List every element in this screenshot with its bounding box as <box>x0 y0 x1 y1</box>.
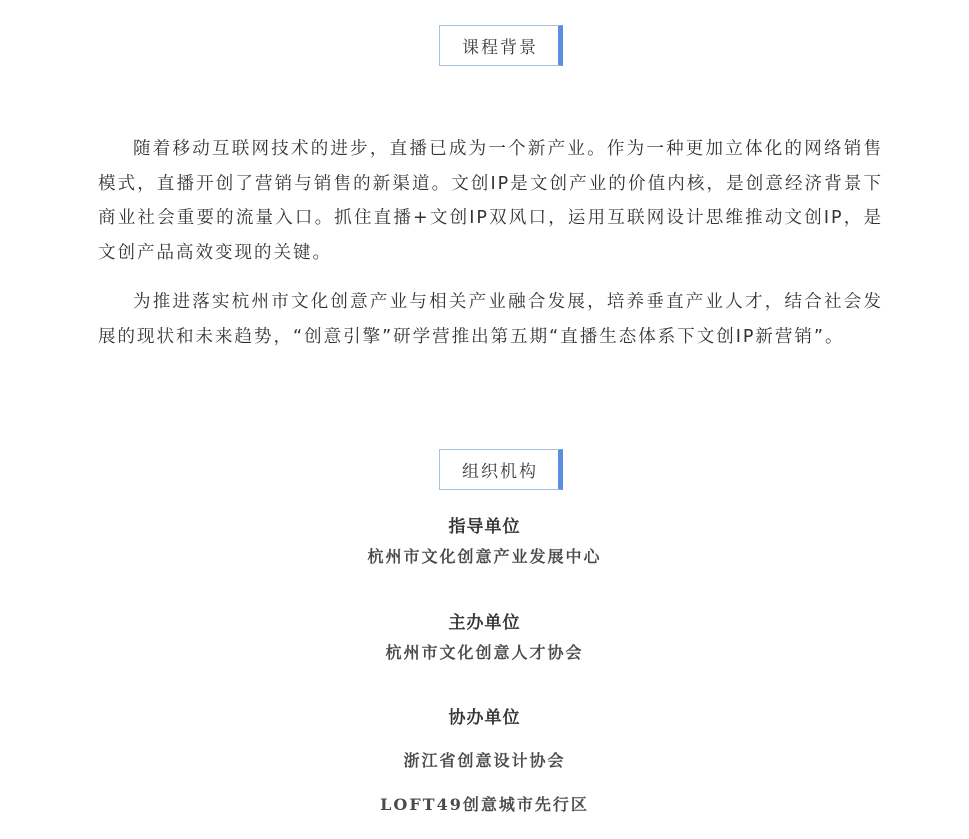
background-paragraph-1: 随着移动互联网技术的进步，直播已成为一个新产业。作为一种更加立体化的网络销售模式，直播开创了营销与销售的新渠道。文创IP是文创产业的价值内核，是创意经济背景下商业社会重要的流量入口。抓住直播+文创IP双风口，运用互联网设计思维推动文创IP，是文创产品高效变现的关键。 <box>98 139 883 263</box>
co-organizer-heading: 协办单位 <box>448 708 521 728</box>
co-organizer-name-2: LOFT49创意城市先行区 <box>380 795 589 814</box>
background-paragraph-2: 为推进落实杭州市文化创意产业与相关产业融合发展，培养垂直产业人才，结合社会发展的现状和未来趋势，“创意引擎”研学营推出第五期“直播生态体系下文创IP新营销”。 <box>98 292 883 347</box>
guide-unit-heading: 指导单位 <box>448 517 521 537</box>
host-unit-name: 杭州市文化创意人才协会 <box>385 643 584 662</box>
guide-unit-name: 杭州市文化创意产业发展中心 <box>367 547 602 566</box>
section-title-label: 组织机构 <box>462 462 538 482</box>
host-unit-heading: 主办单位 <box>448 613 521 633</box>
co-organizer-name-1: 浙江省创意设计协会 <box>403 751 566 770</box>
section-title-label: 课程背景 <box>462 38 538 58</box>
section-title-course-background <box>439 25 563 66</box>
section-title-organization <box>439 449 563 490</box>
